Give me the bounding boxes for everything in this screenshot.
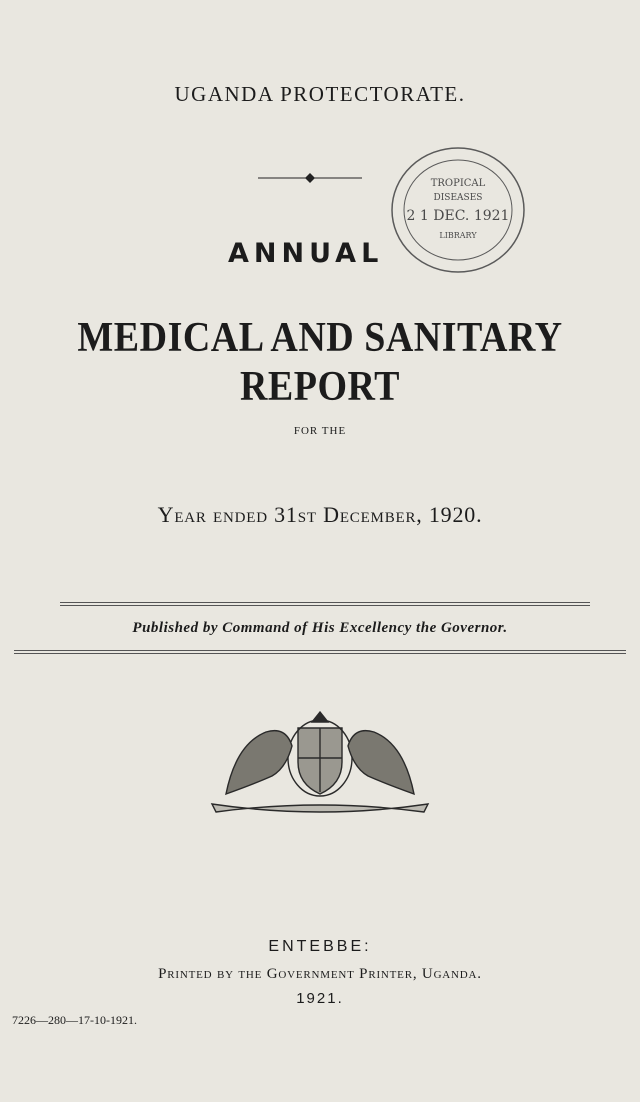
for-the-text: FOR THE (293, 425, 347, 437)
printer-text: Printed by the Government Printer, Uganda. (158, 966, 482, 982)
print-code: 7226—280—17-10-1921. (12, 1013, 137, 1027)
report-title: MEDICAL AND SANITARY REPORT (77, 313, 563, 411)
stamp-line1: TROPICAL (430, 178, 486, 189)
year-ended-text: Year ended 31st December, 1920. (157, 502, 483, 527)
royal-coat-of-arms (206, 706, 434, 814)
protectorate-heading: UGANDA PROTECTORATE. (174, 82, 466, 106)
publication-year: 1921. (296, 990, 344, 1007)
annual-heading: ANNUAL (228, 238, 384, 269)
divider-top (60, 602, 590, 606)
ornament-divider (258, 172, 362, 184)
stamp-date: 2 1 DEC. 1921 (406, 208, 510, 224)
stamp-line3: LIBRARY (439, 231, 477, 240)
stamp-line2: DISEASES (433, 193, 483, 203)
published-by-text: Published by Command of His Excellency the Governor. (132, 620, 508, 636)
divider-bottom (14, 650, 626, 654)
library-stamp (388, 140, 528, 280)
place-text: ENTEBBE: (268, 938, 372, 955)
